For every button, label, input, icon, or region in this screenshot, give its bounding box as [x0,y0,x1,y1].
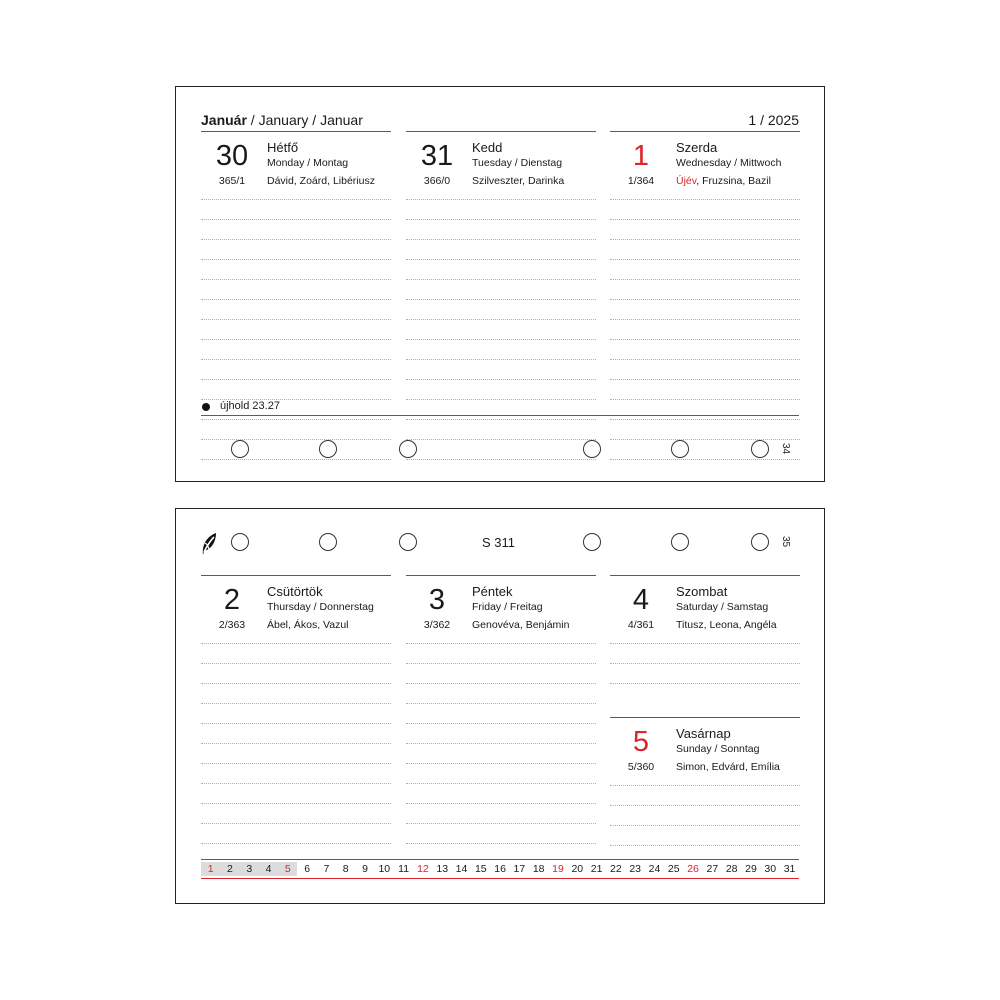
day-number: 3 [428,584,446,616]
month-day-9[interactable]: 9 [362,863,368,875]
writing-line [610,199,800,200]
writing-line [406,723,596,724]
name-days: Dávid, Zoárd, Libériusz [267,175,375,187]
name-days: Szilveszter, Darinka [472,175,565,187]
writing-line [201,379,391,380]
day-name-translation: Thursday / Donnerstag [267,601,374,613]
strip-bottom-line [201,878,799,879]
writing-line [406,219,596,220]
day-name: Csütörtök [267,584,323,599]
month-day-15[interactable]: 15 [474,863,487,875]
writing-line [406,439,596,440]
planner-page-week-1 [175,86,825,482]
day-name: Hétfő [267,140,299,155]
day-column [201,575,391,851]
writing-line [406,399,596,400]
month-day-29[interactable]: 29 [745,863,757,875]
writing-line [610,663,800,664]
writing-line [610,419,800,420]
day-name: Szombat [676,584,728,599]
writing-line [610,439,800,440]
leaf-logo-icon [200,531,218,557]
day-name-translation: Wednesday / Mittwoch [676,157,782,169]
writing-line [201,803,391,804]
writing-line [610,459,800,460]
writing-line [610,259,800,260]
week-year: 1 / 2025 [748,112,799,128]
writing-line [406,763,596,764]
writing-line [201,643,391,644]
month-name-translations: / January / Januar [246,112,363,128]
writing-line [201,239,391,240]
day-separator [610,131,800,132]
writing-line [201,419,391,420]
writing-line [201,199,391,200]
writing-line [406,259,596,260]
writing-line [201,319,391,320]
month-day-17[interactable]: 17 [513,863,526,875]
writing-line [201,439,391,440]
day-separator [406,575,596,576]
punch-hole-icon [231,440,249,458]
writing-line [610,239,800,240]
month-day-11[interactable]: 11 [398,863,410,875]
month-day-22[interactable]: 22 [610,863,622,875]
month-day-list [201,862,799,876]
writing-line [406,279,596,280]
writing-line [201,359,391,360]
day-of-year: 366/0 [423,175,451,187]
product-code: S 311 [482,535,516,550]
day-column [201,131,391,471]
day-separator [201,575,391,576]
punch-hole-icon [319,533,337,551]
writing-line [406,339,596,340]
month-day-24[interactable]: 24 [648,863,661,875]
day-number: 1 [632,140,650,172]
writing-line [201,279,391,280]
month-day-3[interactable]: 3 [240,862,259,876]
month-day-4[interactable]: 4 [259,862,278,876]
writing-line [201,763,391,764]
bottom-separator [201,415,799,416]
punch-hole-icon [399,533,417,551]
month-day-30[interactable]: 30 [764,863,777,875]
writing-line [201,339,391,340]
month-day-6[interactable]: 6 [304,863,311,875]
month-day-31[interactable]: 31 [783,863,796,875]
month-day-13[interactable]: 13 [436,863,449,875]
day-name-translation: Tuesday / Dienstag [472,157,563,169]
day-of-year: 365/1 [218,175,246,187]
punch-hole-icon [319,440,337,458]
punch-hole-icon [583,533,601,551]
writing-line [201,683,391,684]
writing-line [201,663,391,664]
day-number: 2 [223,584,241,616]
day-separator [610,717,800,718]
writing-line [406,239,596,240]
writing-line [610,785,800,786]
writing-line [610,279,800,280]
day-name: Vasárnap [676,726,731,741]
writing-line [610,845,800,846]
day-number: 4 [632,584,650,616]
day-name-translation: Friday / Freitag [472,601,543,613]
moon-phase: újhold 23.27 [220,400,280,412]
month-day-19[interactable]: 19 [552,863,564,875]
day-separator [406,131,596,132]
writing-line [406,743,596,744]
writing-line [406,359,596,360]
month-day-23[interactable]: 23 [629,863,642,875]
month-title [201,112,363,128]
month-day-2[interactable]: 2 [220,862,239,876]
month-day-27[interactable]: 27 [706,863,719,875]
day-column [406,131,596,471]
day-column [610,575,800,701]
day-column [406,575,596,851]
day-name: Péntek [472,584,513,599]
writing-line [610,299,800,300]
writing-line [201,783,391,784]
writing-line [406,299,596,300]
day-of-year: 4/361 [627,619,655,631]
month-day-1[interactable]: 1 [201,862,220,876]
writing-line [610,683,800,684]
writing-line [406,823,596,824]
name-days: Újév, Fruzsina, Bazil [676,175,771,187]
writing-line [406,319,596,320]
month-day-8[interactable]: 8 [342,863,349,875]
day-number: 30 [215,140,249,172]
name-days: Ábel, Ákos, Vazul [267,619,349,631]
day-separator [610,575,800,576]
day-number: 5 [632,726,650,758]
writing-line [201,723,391,724]
writing-line [406,683,596,684]
writing-line [610,643,800,644]
writing-line [201,743,391,744]
name-days: Genovéva, Benjámin [472,619,570,631]
month-overview-strip [201,859,799,879]
day-name-translation: Saturday / Samstag [676,601,769,613]
day-column [610,131,800,471]
strip-top-line [201,859,799,860]
writing-line [406,783,596,784]
month-day-5[interactable]: 5 [278,862,297,876]
writing-line [610,359,800,360]
writing-line [610,339,800,340]
writing-line [406,199,596,200]
month-day-14[interactable]: 14 [455,863,468,875]
name-days: Simon, Edvárd, Emília [676,761,780,773]
month-day-28[interactable]: 28 [725,863,738,875]
month-day-10[interactable]: 10 [378,863,391,875]
writing-line [610,319,800,320]
month-day-26[interactable]: 26 [687,863,699,875]
writing-line [201,823,391,824]
writing-line [610,825,800,826]
day-of-year: 2/363 [218,619,246,631]
day-separator [201,131,391,132]
month-day-20[interactable]: 20 [571,863,584,875]
month-day-21[interactable]: 21 [590,863,603,875]
day-name-translation: Sunday / Sonntag [676,743,760,755]
day-name-translation: Monday / Montag [267,157,349,169]
new-moon-icon [202,403,210,411]
day-of-year: 5/360 [627,761,655,773]
writing-line [201,703,391,704]
page-number: 35 [780,535,792,548]
writing-line [406,663,596,664]
writing-line [406,703,596,704]
page-number: 34 [780,442,792,455]
punch-hole-icon [751,440,769,458]
punch-hole-icon [399,440,417,458]
day-number: 31 [420,140,454,172]
writing-line [201,259,391,260]
day-of-year: 1/364 [627,175,655,187]
writing-line [406,459,596,460]
writing-line [406,643,596,644]
punch-hole-icon [583,440,601,458]
writing-line [406,803,596,804]
punch-hole-icon [671,440,689,458]
punch-hole-icon [671,533,689,551]
writing-line [610,399,800,400]
writing-line [201,459,391,460]
day-name: Szerda [676,140,718,155]
punch-hole-icon [751,533,769,551]
punch-hole-icon [231,533,249,551]
writing-line [406,419,596,420]
writing-line [610,379,800,380]
month-day-18[interactable]: 18 [532,863,545,875]
month-day-12[interactable]: 12 [417,863,429,875]
day-column [610,717,800,851]
writing-line [406,379,596,380]
writing-line [610,219,800,220]
writing-line [201,219,391,220]
month-name-hu: Január [201,112,247,128]
month-day-7[interactable]: 7 [323,863,330,875]
month-day-16[interactable]: 16 [494,863,506,875]
month-day-25[interactable]: 25 [667,863,680,875]
writing-line [201,843,391,844]
day-of-year: 3/362 [423,619,451,631]
name-days: Titusz, Leona, Angéla [676,619,777,631]
writing-line [406,843,596,844]
holiday-name: Újév [676,175,697,187]
writing-line [201,299,391,300]
writing-line [610,805,800,806]
day-name: Kedd [472,140,503,155]
planner-page-week-1-cont [175,508,825,904]
